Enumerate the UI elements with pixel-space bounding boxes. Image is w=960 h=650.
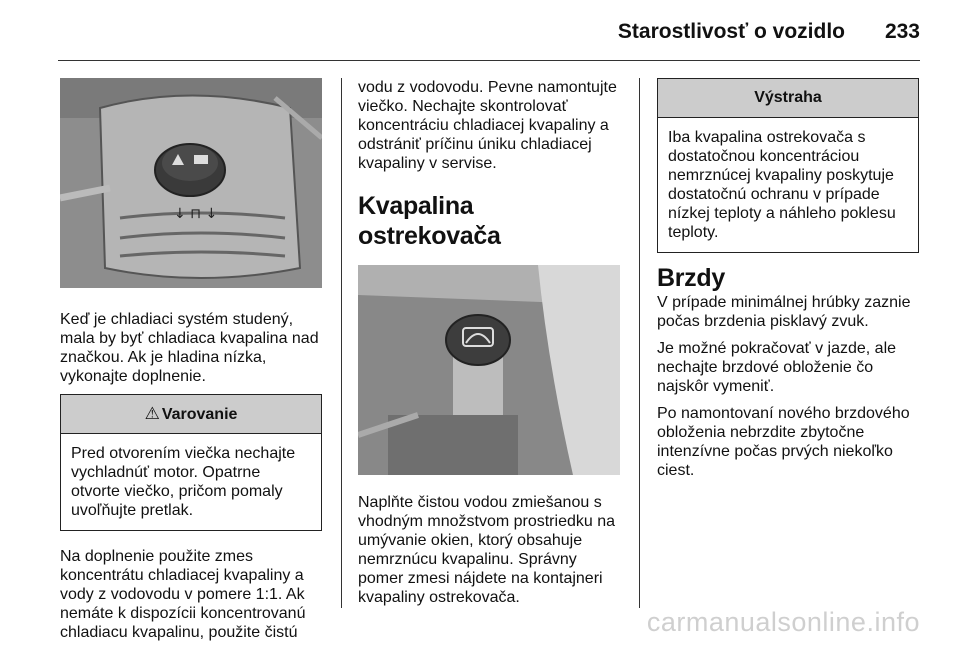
coolant-reservoir-image xyxy=(60,78,322,288)
washer-fluid-heading: Kvapalina ostrekovača xyxy=(358,192,501,250)
warning-box xyxy=(60,394,322,531)
brakes-heading: Brzdy xyxy=(657,264,725,292)
caution-header: Výstraha xyxy=(658,79,918,118)
header-title: Starostlivosť o vozidlo xyxy=(617,20,845,43)
warning-title: Varovanie xyxy=(161,406,238,423)
header-rule xyxy=(58,60,920,61)
column-3 xyxy=(657,78,919,488)
page-number: 233 xyxy=(884,20,920,43)
refill-paragraph: Na doplnenie použite zmes koncentrátu chladiacej kvapaliny a vody z vodovodu v pomere 1:1. Ak nemáte k dispozícii koncentrovanú chladiacu kvapalinu, použite čistú xyxy=(60,548,306,641)
brakes-paragraph-2: Je možné pokračovať v jazde, ale nechajte brzdové obloženie čo najskôr vymeniť. xyxy=(657,340,897,395)
washer-fluid-paragraph: Naplňte čistou vodou zmiešanou s vhodným množstvom prostriedku na umývanie okien, ktorý obsahuje nemrznúcu kvapalinu. Správny pomer zmesi nájdete na kontajneri kvapaliny ostrekovača. xyxy=(358,494,615,606)
column-1 xyxy=(60,78,322,650)
coolant-paragraph: Keď je chladiaci systém studený, mala by byť chladiaca kvapalina nad značkou. Ak je hladina nízka, vykonajte doplnenie. xyxy=(60,311,319,385)
warning-text: Pred otvorením viečka nechajte vychladnúť motor. Opatrne otvorte viečko, pričom pomaly uvoľňujte pretlak. xyxy=(71,445,296,519)
column-2 xyxy=(358,78,622,615)
coolant-continued-paragraph: vodu z vodovodu. Pevne namontujte viečko. Nechajte skontrolovať koncentráciu chladiacej kvapaliny a odstrániť príčinu úniku chladiacej kvapaliny v servise. xyxy=(358,79,617,172)
washer-fluid-illustration xyxy=(358,265,620,475)
coolant-reservoir-illustration xyxy=(60,78,322,288)
brakes-paragraph-3: Po namontovaní nového brzdového obloženia nebrzdite zbytočne intenzívne počas prvých niekoľko ciest. xyxy=(657,405,910,479)
caution-text: Iba kvapalina ostrekovača s dostatočnou koncentráciou nemrznúcej kvapaliny poskytuje dostatočnú ochranu v prípade nízkej teploty a náhleho poklesu teploty. xyxy=(668,129,896,241)
washer-fluid-image xyxy=(358,265,620,475)
column-divider xyxy=(639,78,640,608)
column-divider xyxy=(341,78,342,608)
watermark: carmanualsonline.info xyxy=(646,607,920,637)
warning-triangle-icon: ⚠ xyxy=(144,404,160,423)
warning-header xyxy=(61,395,321,434)
svg-text:↓ ⊓ ↓: ↓ ⊓ ↓ xyxy=(174,206,218,222)
page-header xyxy=(0,0,960,62)
caution-box xyxy=(657,78,919,253)
brakes-paragraph-1: V prípade minimálnej hrúbky zaznie počas brzdenia pisklavý zvuk. xyxy=(657,294,911,330)
